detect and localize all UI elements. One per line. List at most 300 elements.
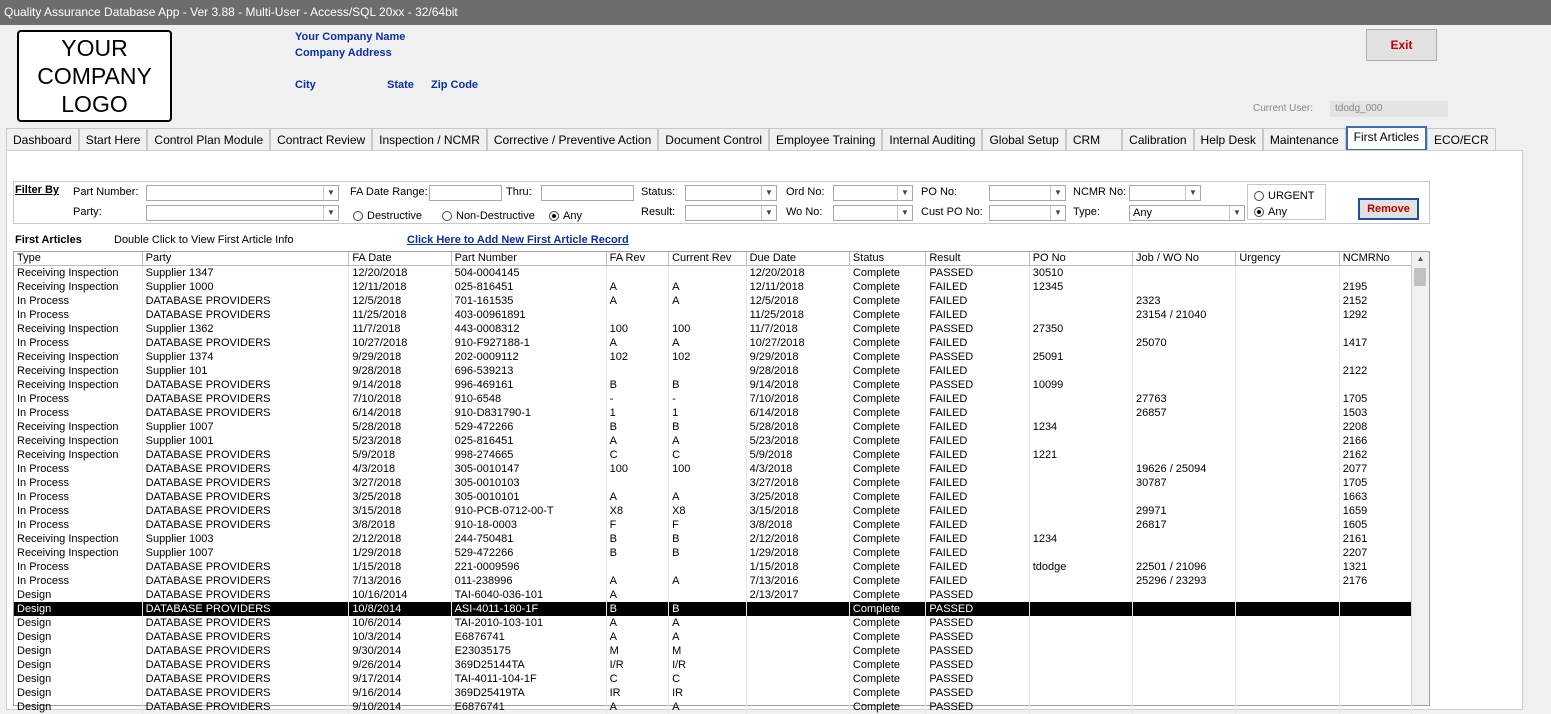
logo-line: YOUR bbox=[61, 34, 127, 62]
table-cell: 998-274665 bbox=[451, 448, 606, 462]
table-cell: 443-0008312 bbox=[451, 322, 606, 336]
table-cell: 10/3/2014 bbox=[349, 630, 451, 644]
table-cell bbox=[1029, 434, 1132, 448]
table-row[interactable] bbox=[14, 616, 1412, 630]
table-cell: 9/29/2018 bbox=[349, 350, 451, 364]
table-cell: Complete bbox=[849, 476, 925, 490]
tab-eco-ecr[interactable]: ECO/ECR bbox=[1427, 128, 1496, 150]
table-cell: A bbox=[669, 336, 747, 350]
column-header[interactable]: Current Rev bbox=[669, 252, 747, 266]
table-cell: B bbox=[606, 378, 668, 392]
table-cell: FAILED bbox=[926, 280, 1029, 294]
company-state: State bbox=[387, 79, 414, 91]
table-cell bbox=[606, 560, 668, 574]
table-cell: 369D25144TA bbox=[451, 658, 606, 672]
table-cell: FAILED bbox=[926, 294, 1029, 308]
table-row[interactable] bbox=[14, 420, 1412, 434]
status-combo[interactable] bbox=[685, 185, 777, 201]
chevron-down-icon: ▼ bbox=[1185, 186, 1200, 200]
table-cell: Complete bbox=[849, 420, 925, 434]
tab-corrective-preventive-action[interactable]: Corrective / Preventive Action bbox=[487, 128, 658, 150]
destructive-radio[interactable] bbox=[353, 210, 422, 222]
table-cell: 3/27/2018 bbox=[349, 476, 451, 490]
table-cell: B bbox=[606, 532, 668, 546]
table-cell: 9/17/2014 bbox=[349, 672, 451, 686]
table-cell: Supplier 1347 bbox=[142, 266, 349, 281]
ncmr-no-combo[interactable] bbox=[1129, 185, 1201, 201]
table-row[interactable] bbox=[14, 280, 1412, 294]
table-cell bbox=[1339, 322, 1411, 336]
table-cell: A bbox=[669, 434, 747, 448]
table-cell: 6/14/2018 bbox=[349, 406, 451, 420]
table-cell bbox=[1133, 616, 1236, 630]
table-cell bbox=[669, 364, 747, 378]
table-cell: 529-472266 bbox=[451, 420, 606, 434]
table-cell: PASSED bbox=[926, 378, 1029, 392]
table-cell bbox=[606, 476, 668, 490]
part-number-label: Part Number: bbox=[73, 186, 138, 198]
party-combo[interactable] bbox=[146, 205, 339, 221]
table-row[interactable] bbox=[14, 378, 1412, 392]
first-articles-grid[interactable] bbox=[13, 251, 1430, 706]
company-name: Your Company Name bbox=[295, 31, 405, 43]
table-cell bbox=[1236, 616, 1339, 630]
table-row[interactable] bbox=[14, 406, 1412, 420]
table-row[interactable] bbox=[14, 644, 1412, 658]
table-cell: 2/13/2017 bbox=[746, 588, 849, 602]
table-cell: 1 bbox=[669, 406, 747, 420]
table-cell: 5/23/2018 bbox=[349, 434, 451, 448]
tab-maintenance[interactable]: Maintenance bbox=[1263, 128, 1346, 150]
table-cell: DATABASE PROVIDERS bbox=[142, 560, 349, 574]
vertical-scrollbar[interactable] bbox=[1411, 252, 1429, 705]
table-cell: 2176 bbox=[1339, 574, 1411, 588]
table-cell: B bbox=[669, 602, 747, 616]
tab-calibration[interactable]: Calibration bbox=[1122, 128, 1193, 150]
column-header[interactable]: PO No bbox=[1029, 252, 1132, 266]
table-cell bbox=[1029, 308, 1132, 322]
table-cell: 4/3/2018 bbox=[746, 462, 849, 476]
table-cell: DATABASE PROVIDERS bbox=[142, 378, 349, 392]
table-cell: B bbox=[669, 532, 747, 546]
chevron-down-icon: ▼ bbox=[761, 206, 776, 220]
table-cell: 10/27/2018 bbox=[349, 336, 451, 350]
table-cell bbox=[1133, 434, 1236, 448]
table-cell: DATABASE PROVIDERS bbox=[142, 448, 349, 462]
column-header[interactable]: FA Date bbox=[349, 252, 451, 266]
table-cell: DATABASE PROVIDERS bbox=[142, 602, 349, 616]
table-cell bbox=[1029, 476, 1132, 490]
table-cell: 7/13/2016 bbox=[746, 574, 849, 588]
table-cell: 403-00961891 bbox=[451, 308, 606, 322]
tab-internal-auditing[interactable]: Internal Auditing bbox=[882, 128, 982, 150]
table-cell bbox=[1133, 532, 1236, 546]
table-cell: C bbox=[606, 448, 668, 462]
table-cell: Complete bbox=[849, 378, 925, 392]
tab-inspection-ncmr[interactable]: Inspection / NCMR bbox=[372, 128, 487, 150]
table-cell: B bbox=[606, 546, 668, 560]
table-cell: 025-816451 bbox=[451, 280, 606, 294]
table-cell: 25070 bbox=[1133, 336, 1236, 350]
table-cell: Complete bbox=[849, 448, 925, 462]
table-cell: 910-6548 bbox=[451, 392, 606, 406]
table-cell bbox=[1339, 378, 1411, 392]
table-row[interactable] bbox=[14, 448, 1412, 462]
table-cell: PASSED bbox=[926, 700, 1029, 714]
table-cell bbox=[746, 658, 849, 672]
fa-date-thru-field[interactable] bbox=[541, 185, 634, 201]
table-cell: 25296 / 23293 bbox=[1133, 574, 1236, 588]
table-cell: 30510 bbox=[1029, 266, 1132, 281]
table-cell: 1705 bbox=[1339, 392, 1411, 406]
table-cell bbox=[1236, 462, 1339, 476]
table-cell bbox=[1133, 630, 1236, 644]
tab-employee-training[interactable]: Employee Training bbox=[769, 128, 882, 150]
tab-dashboard[interactable]: Dashboard bbox=[6, 128, 79, 150]
tab-document-control[interactable]: Document Control bbox=[658, 128, 769, 150]
cust-po-no-label: Cust PO No: bbox=[921, 206, 983, 218]
table-row[interactable] bbox=[14, 672, 1412, 686]
table-cell: 12/11/2018 bbox=[746, 280, 849, 294]
table-cell: In Process bbox=[14, 574, 142, 588]
table-cell bbox=[1236, 378, 1339, 392]
table-cell: 1417 bbox=[1339, 336, 1411, 350]
po-no-combo[interactable] bbox=[989, 185, 1066, 201]
table-cell bbox=[669, 476, 747, 490]
non-destructive-radio[interactable] bbox=[442, 210, 535, 222]
table-cell: In Process bbox=[14, 560, 142, 574]
table-cell bbox=[1133, 658, 1236, 672]
table-cell: 2161 bbox=[1339, 532, 1411, 546]
table-row[interactable] bbox=[14, 518, 1412, 532]
table-cell bbox=[1133, 420, 1236, 434]
table-row[interactable] bbox=[14, 546, 1412, 560]
table-cell bbox=[669, 560, 747, 574]
table-cell bbox=[1339, 658, 1411, 672]
column-header[interactable]: Status bbox=[849, 252, 925, 266]
table-row[interactable] bbox=[14, 686, 1412, 700]
table-cell: 1/29/2018 bbox=[349, 546, 451, 560]
table-cell: DATABASE PROVIDERS bbox=[142, 406, 349, 420]
table-row[interactable] bbox=[14, 350, 1412, 364]
remove-filter-button[interactable]: Remove bbox=[1358, 198, 1419, 220]
table-row[interactable] bbox=[14, 462, 1412, 476]
table-cell: Design bbox=[14, 644, 142, 658]
table-cell bbox=[1236, 686, 1339, 700]
table-cell bbox=[1236, 322, 1339, 336]
table-cell: 27350 bbox=[1029, 322, 1132, 336]
table-cell: In Process bbox=[14, 294, 142, 308]
column-header[interactable]: Type bbox=[14, 252, 142, 266]
table-cell bbox=[1133, 280, 1236, 294]
fa-date-from-field[interactable] bbox=[429, 185, 502, 201]
table-cell: 025-816451 bbox=[451, 434, 606, 448]
table-cell: PASSED bbox=[926, 644, 1029, 658]
table-cell: Design bbox=[14, 686, 142, 700]
table-row[interactable] bbox=[14, 574, 1412, 588]
table-row[interactable] bbox=[14, 700, 1412, 714]
fa-date-range-label: FA Date Range: bbox=[350, 186, 428, 198]
table-cell: Complete bbox=[849, 406, 925, 420]
table-cell: 1234 bbox=[1029, 532, 1132, 546]
table-row[interactable] bbox=[14, 392, 1412, 406]
table-cell bbox=[1133, 686, 1236, 700]
table-cell: Complete bbox=[849, 350, 925, 364]
chevron-down-icon: ▼ bbox=[761, 186, 776, 200]
table-cell: 305-0010103 bbox=[451, 476, 606, 490]
table-cell bbox=[1029, 490, 1132, 504]
table-cell: IR bbox=[669, 686, 747, 700]
table-cell: 2122 bbox=[1339, 364, 1411, 378]
any-destructive-radio[interactable] bbox=[549, 210, 582, 222]
table-cell: DATABASE PROVIDERS bbox=[142, 308, 349, 322]
table-cell: 3/15/2018 bbox=[349, 504, 451, 518]
column-header[interactable]: Due Date bbox=[746, 252, 849, 266]
table-cell bbox=[669, 266, 747, 281]
urgent-radio[interactable] bbox=[1254, 190, 1314, 202]
table-cell: DATABASE PROVIDERS bbox=[142, 686, 349, 700]
table-cell bbox=[1236, 448, 1339, 462]
table-cell: DATABASE PROVIDERS bbox=[142, 644, 349, 658]
table-cell bbox=[1236, 504, 1339, 518]
tab-global-setup[interactable]: Global Setup bbox=[982, 128, 1065, 150]
table-row[interactable] bbox=[14, 658, 1412, 672]
table-cell: 701-161535 bbox=[451, 294, 606, 308]
table-cell: I/R bbox=[669, 658, 747, 672]
table-row[interactable] bbox=[14, 336, 1412, 350]
table-cell: In Process bbox=[14, 518, 142, 532]
table-cell: Complete bbox=[849, 700, 925, 714]
table-cell: X8 bbox=[606, 504, 668, 518]
table-cell bbox=[1339, 588, 1411, 602]
table-cell bbox=[1029, 462, 1132, 476]
table-cell: 1/15/2018 bbox=[746, 560, 849, 574]
table-cell: Receiving Inspection bbox=[14, 378, 142, 392]
tab-crm[interactable]: CRM bbox=[1066, 128, 1122, 150]
table-cell: Complete bbox=[849, 546, 925, 560]
cust-po-no-combo[interactable] bbox=[989, 205, 1066, 221]
table-cell bbox=[1236, 406, 1339, 420]
table-cell: 7/10/2018 bbox=[349, 392, 451, 406]
table-cell: A bbox=[606, 700, 668, 714]
table-cell: M bbox=[669, 644, 747, 658]
result-combo[interactable] bbox=[685, 205, 777, 221]
table-cell: Design bbox=[14, 602, 142, 616]
table-cell: 9/28/2018 bbox=[349, 364, 451, 378]
wo-no-combo[interactable] bbox=[833, 205, 913, 221]
ord-no-combo[interactable] bbox=[833, 185, 913, 201]
column-header[interactable]: Party bbox=[142, 252, 349, 266]
table-cell: 29971 bbox=[1133, 504, 1236, 518]
current-user-field: tdodg_000 bbox=[1330, 101, 1448, 117]
table-cell: Design bbox=[14, 658, 142, 672]
table-cell: 4/3/2018 bbox=[349, 462, 451, 476]
company-zip: Zip Code bbox=[431, 79, 478, 91]
table-cell bbox=[1236, 336, 1339, 350]
table-cell: 19626 / 25094 bbox=[1133, 462, 1236, 476]
table-cell: DATABASE PROVIDERS bbox=[142, 658, 349, 672]
table-cell: B bbox=[669, 546, 747, 560]
radio-icon bbox=[353, 211, 363, 221]
table-cell: Complete bbox=[849, 322, 925, 336]
type-combo[interactable] bbox=[1129, 205, 1245, 221]
table-row[interactable] bbox=[14, 476, 1412, 490]
table-cell bbox=[1339, 266, 1411, 281]
table-cell: 1321 bbox=[1339, 560, 1411, 574]
table-cell: 11/7/2018 bbox=[746, 322, 849, 336]
table-cell: 102 bbox=[606, 350, 668, 364]
first-articles-table bbox=[14, 252, 1412, 714]
column-header[interactable]: FA Rev bbox=[606, 252, 668, 266]
table-cell: Complete bbox=[849, 308, 925, 322]
part-number-combo[interactable] bbox=[146, 185, 339, 201]
table-cell: 1234 bbox=[1029, 420, 1132, 434]
table-cell: 244-750481 bbox=[451, 532, 606, 546]
add-first-article-link[interactable]: Click Here to Add New First Article Record bbox=[407, 234, 629, 246]
table-cell: DATABASE PROVIDERS bbox=[142, 490, 349, 504]
table-cell: Design bbox=[14, 630, 142, 644]
table-cell: DATABASE PROVIDERS bbox=[142, 462, 349, 476]
column-header[interactable]: Part Number bbox=[451, 252, 606, 266]
table-cell: 011-238996 bbox=[451, 574, 606, 588]
table-cell: Receiving Inspection bbox=[14, 364, 142, 378]
tab-first-articles[interactable]: First Articles bbox=[1346, 126, 1427, 151]
table-cell: 1705 bbox=[1339, 476, 1411, 490]
table-cell: FAILED bbox=[926, 336, 1029, 350]
table-cell: FAILED bbox=[926, 518, 1029, 532]
table-cell bbox=[1339, 700, 1411, 714]
table-cell bbox=[1029, 546, 1132, 560]
table-cell: Supplier 1374 bbox=[142, 350, 349, 364]
table-cell: F bbox=[669, 518, 747, 532]
table-row[interactable] bbox=[14, 364, 1412, 378]
table-cell: 529-472266 bbox=[451, 546, 606, 560]
table-row[interactable] bbox=[14, 308, 1412, 322]
column-header[interactable]: Urgency bbox=[1236, 252, 1339, 266]
table-cell: FAILED bbox=[926, 448, 1029, 462]
table-row[interactable] bbox=[14, 532, 1412, 546]
table-cell bbox=[1133, 350, 1236, 364]
table-cell: tdodge bbox=[1029, 560, 1132, 574]
table-cell: Receiving Inspection bbox=[14, 420, 142, 434]
table-header-row bbox=[14, 252, 1412, 266]
table-cell bbox=[1029, 392, 1132, 406]
chevron-down-icon: ▼ bbox=[897, 206, 912, 220]
chevron-down-icon: ▼ bbox=[1050, 206, 1065, 220]
status-label: Status: bbox=[641, 186, 675, 198]
table-row[interactable] bbox=[14, 504, 1412, 518]
table-body bbox=[14, 266, 1412, 714]
table-cell: 1503 bbox=[1339, 406, 1411, 420]
table-cell bbox=[1236, 364, 1339, 378]
current-user-label: Current User: bbox=[1253, 103, 1313, 114]
table-cell bbox=[1133, 672, 1236, 686]
table-cell bbox=[1339, 686, 1411, 700]
table-row[interactable] bbox=[14, 588, 1412, 602]
any-urgency-radio-label: Any bbox=[1268, 206, 1287, 218]
tab-contract-review[interactable]: Contract Review bbox=[270, 128, 372, 150]
table-cell bbox=[1133, 364, 1236, 378]
table-cell: FAILED bbox=[926, 434, 1029, 448]
table-cell: Complete bbox=[849, 532, 925, 546]
table-cell: FAILED bbox=[926, 420, 1029, 434]
non-destructive-radio-label: Non-Destructive bbox=[456, 210, 535, 222]
table-cell bbox=[606, 308, 668, 322]
table-row[interactable] bbox=[14, 560, 1412, 574]
column-header[interactable]: NCMRNo bbox=[1339, 252, 1411, 266]
table-cell: PASSED bbox=[926, 266, 1029, 281]
any-urgency-radio[interactable] bbox=[1254, 206, 1287, 218]
table-cell: PASSED bbox=[926, 322, 1029, 336]
table-cell bbox=[669, 308, 747, 322]
table-cell: 1659 bbox=[1339, 504, 1411, 518]
table-cell: 9/26/2014 bbox=[349, 658, 451, 672]
table-cell: 10/27/2018 bbox=[746, 336, 849, 350]
table-cell: PASSED bbox=[926, 630, 1029, 644]
table-cell: Supplier 1000 bbox=[142, 280, 349, 294]
table-cell: DATABASE PROVIDERS bbox=[142, 294, 349, 308]
table-cell: 369D25419TA bbox=[451, 686, 606, 700]
table-cell: 2195 bbox=[1339, 280, 1411, 294]
table-cell: 3/27/2018 bbox=[746, 476, 849, 490]
table-cell: FAILED bbox=[926, 574, 1029, 588]
table-cell bbox=[1029, 364, 1132, 378]
column-header[interactable]: Result bbox=[926, 252, 1029, 266]
table-cell bbox=[1029, 644, 1132, 658]
tab-help-desk[interactable]: Help Desk bbox=[1194, 128, 1263, 150]
scroll-thumb[interactable] bbox=[1414, 268, 1426, 286]
tab-control-plan-module[interactable]: Control Plan Module bbox=[147, 128, 270, 150]
table-cell: 1221 bbox=[1029, 448, 1132, 462]
table-cell bbox=[1029, 504, 1132, 518]
table-cell: 9/29/2018 bbox=[746, 350, 849, 364]
table-row[interactable] bbox=[14, 630, 1412, 644]
company-address: Company Address bbox=[295, 47, 392, 59]
table-cell: DATABASE PROVIDERS bbox=[142, 518, 349, 532]
table-cell: 1 bbox=[606, 406, 668, 420]
table-cell: Complete bbox=[849, 462, 925, 476]
table-cell: 3/25/2018 bbox=[349, 490, 451, 504]
table-row[interactable] bbox=[14, 294, 1412, 308]
table-cell: In Process bbox=[14, 336, 142, 350]
table-cell: Complete bbox=[849, 490, 925, 504]
table-cell: FAILED bbox=[926, 476, 1029, 490]
table-cell: B bbox=[669, 378, 747, 392]
table-cell bbox=[1339, 616, 1411, 630]
table-cell bbox=[1236, 602, 1339, 616]
table-row[interactable] bbox=[14, 266, 1412, 281]
table-row[interactable] bbox=[14, 490, 1412, 504]
table-row[interactable] bbox=[14, 602, 1412, 616]
table-cell: In Process bbox=[14, 490, 142, 504]
table-cell bbox=[1236, 574, 1339, 588]
table-cell: 5/28/2018 bbox=[746, 420, 849, 434]
column-header[interactable]: Job / WO No bbox=[1133, 252, 1236, 266]
table-cell: In Process bbox=[14, 462, 142, 476]
table-cell: Complete bbox=[849, 560, 925, 574]
table-cell: 12/11/2018 bbox=[349, 280, 451, 294]
exit-button[interactable]: Exit bbox=[1366, 29, 1437, 61]
table-cell: Complete bbox=[849, 588, 925, 602]
tab-start-here[interactable]: Start Here bbox=[79, 128, 148, 150]
table-cell: Complete bbox=[849, 686, 925, 700]
scroll-up-icon[interactable]: ▲ bbox=[1412, 252, 1429, 266]
table-cell: Complete bbox=[849, 658, 925, 672]
table-cell bbox=[1236, 476, 1339, 490]
table-row[interactable] bbox=[14, 322, 1412, 336]
table-row[interactable] bbox=[14, 434, 1412, 448]
table-cell: 12/20/2018 bbox=[746, 266, 849, 281]
